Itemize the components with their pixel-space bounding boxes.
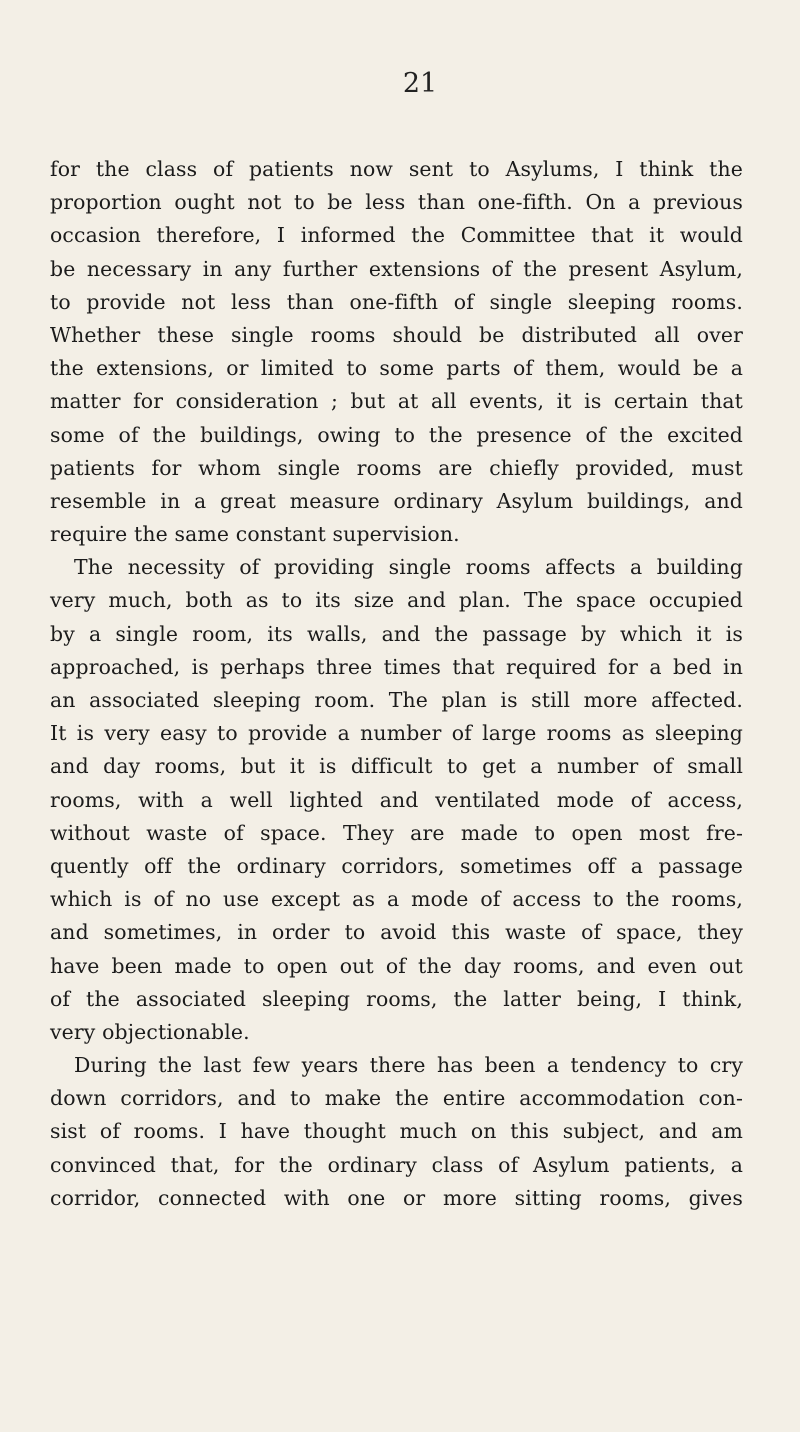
text-line: without waste of space. They are made to open most fre- xyxy=(50,820,743,845)
text-line: quently off the ordinary corridors, sometimes off a passage xyxy=(50,853,743,878)
body-text xyxy=(50,153,743,1215)
text-line: and day rooms, but it is difficult to get a number of small xyxy=(50,754,743,779)
text-line: down corridors, and to make the entire accommodation con- xyxy=(50,1086,743,1111)
text-line: rooms, with a well lighted and ventilated mode of access, xyxy=(50,787,743,812)
text-line: the extensions, or limited to some parts of them, would be a xyxy=(50,356,743,381)
text-line: very much, both as to its size and plan. The space occupied xyxy=(50,588,743,613)
text-line: resemble in a great measure ordinary Asylum buildings, and xyxy=(50,488,743,513)
text-line: It is very easy to provide a number of large rooms as sleeping xyxy=(50,721,743,746)
text-line: convinced that, for the ordinary class of Asylum patients, a xyxy=(50,1152,743,1177)
text-line: corridor, connected with one or more sitting rooms, gives xyxy=(50,1185,743,1210)
text-line: During the last few years there has been a tendency to cry xyxy=(74,1053,743,1078)
text-line: occasion therefore, I informed the Committee that it would xyxy=(50,223,743,248)
text-line: Whether these single rooms should be distributed all over xyxy=(50,322,743,347)
text-line: very objectionable. xyxy=(50,1019,250,1044)
text-line: to provide not less than one-fifth of single sleeping rooms. xyxy=(50,289,743,314)
text-line: of the associated sleeping rooms, the latter being, I think, xyxy=(50,986,743,1011)
text-line: patients for whom single rooms are chiefly provided, must xyxy=(50,455,743,480)
page-number: 21 xyxy=(402,68,438,99)
text-line: sist of rooms. I have thought much on this subject, and am xyxy=(50,1119,743,1144)
text-line: proportion ought not to be less than one-fifth. On a previous xyxy=(50,190,743,215)
text-line: require the same constant supervision. xyxy=(50,522,460,547)
text-line: which is of no use except as a mode of access to the rooms, xyxy=(50,887,743,912)
text-line: have been made to open out of the day rooms, and even out xyxy=(50,953,743,978)
text-line: approached, is perhaps three times that required for a bed in xyxy=(50,654,743,679)
text-line: be necessary in any further extensions of the present Asylum, xyxy=(50,256,743,281)
text-line: by a single room, its walls, and the passage by which it is xyxy=(50,621,743,646)
text-line: an associated sleeping room. The plan is still more affected. xyxy=(50,688,743,712)
text-line: The necessity of providing single rooms affects a building xyxy=(74,555,743,580)
text-line: matter for consideration ; but at all events, it is certain that xyxy=(50,389,743,414)
text-line: and sometimes, in order to avoid this waste of space, they xyxy=(50,920,743,945)
text-line: for the class of patients now sent to Asylums, I think the xyxy=(50,157,743,181)
text-line: some of the buildings, owing to the presence of the excited xyxy=(50,422,743,447)
